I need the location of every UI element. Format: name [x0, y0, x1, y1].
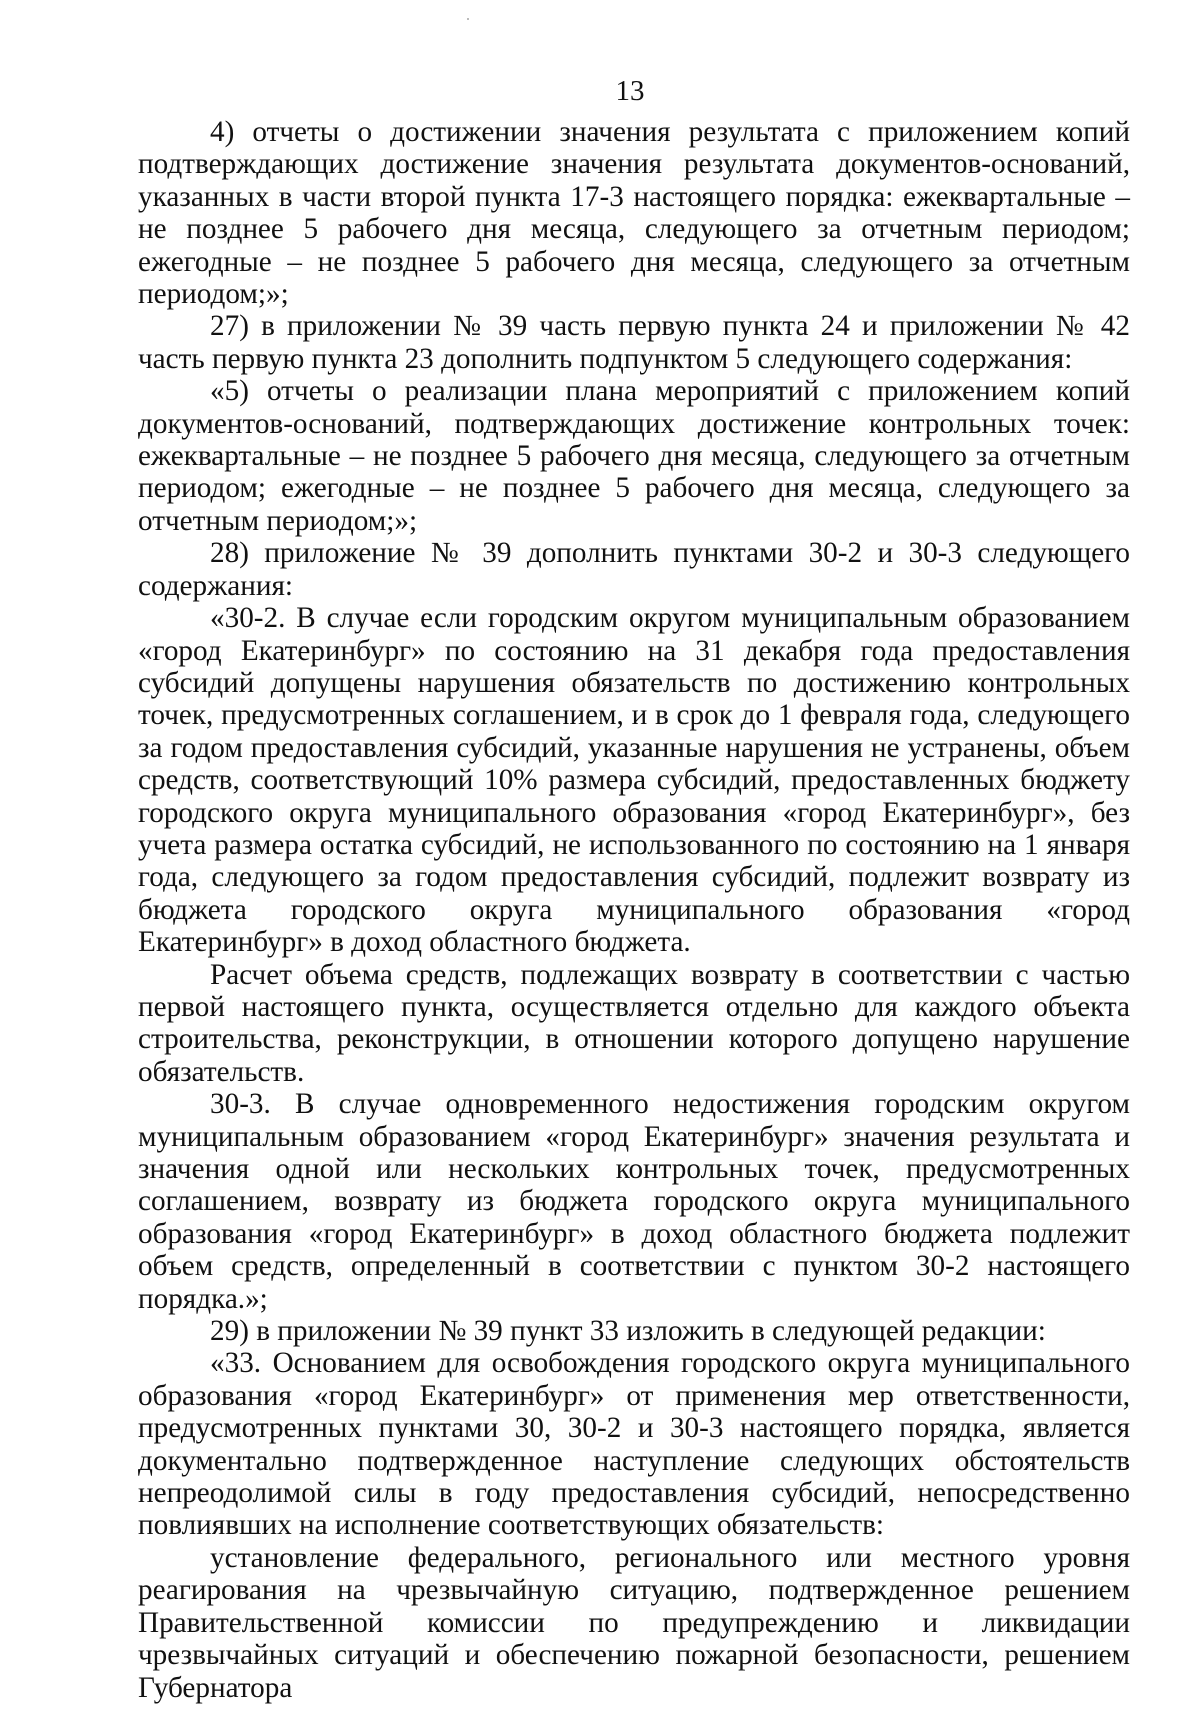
paragraph-item-28: 28) приложение № 39 дополнить пунктами 30-2 и 30-3 следующего содержания:	[138, 537, 1130, 602]
paragraph-clause-30-3: 30-3. В случае одновременного недостижения городским округом муниципальным образованием «город Екатеринбург» значения результата и значения одной или нескольких контрольных точек, предусмотренных соглашением, возврату из бюджета городского округа муниципального образования «город Екатеринбург» в доход областного бюджета подлежит объем средств, определенный в соответствии с пунктом 30-2 настоящего порядка.»;	[138, 1088, 1130, 1315]
paragraph-emergency-level: установление федерального, регионального или местного уровня реагирования на чрезвычайную ситуацию, подтвержденное решением Правительственной комиссии по предупреждению и ликвидации чрезвычайных ситуаций и обеспечению пожарной безопасности, решением Губернатора	[138, 1541, 1130, 1704]
paragraph-item-4-reports: 4) отчеты о достижении значения результата с приложением копий подтверждающих достижение значения результата документов-оснований, указанных в части второй пункта 17-3 настоящего порядка: ежеквартальные – не позднее 5 рабочего дня месяца, следующего за отчетным периодом; ежегодные – не позднее 5 рабочего дня месяца, следующего за отчетным периодом;»;	[138, 116, 1130, 311]
scan-artifact	[467, 18, 469, 20]
paragraph-subitem-5-reports: «5) отчеты о реализации плана мероприятий с приложением копий документов-оснований, подтверждающих достижение контрольных точек: ежеквартальные – не позднее 5 рабочего дня месяца, следующего за отчетным периодом; ежегодные – не позднее 5 рабочего дня месяца, следующего за отчетным периодом;»;	[138, 375, 1130, 537]
paragraph-clause-30-2: «30-2. В случае если городским округом муниципальным образованием «город Екатеринбург» по состоянию на 31 декабря года предоставления субсидий допущены нарушения обязательств по достижению контрольных точек, предусмотренных соглашением, и в срок до 1 февраля года, следующего за годом предоставления субсидий, указанные нарушения не устранены, объем средств, соответствующий 10% размера субсидий, предоставленных бюджету городского округа муниципального образования «город Екатеринбург», без учета размера остатка субсидий, не использованного по состоянию на 1 января года, следующего за годом предоставления субсидий, подлежит возврату из бюджета городского округа муниципального образования «город Екатеринбург» в доход областного бюджета.	[138, 602, 1130, 959]
paragraph-item-29: 29) в приложении № 39 пункт 33 изложить в следующей редакции:	[210, 1315, 1046, 1348]
page-number: 13	[615, 75, 645, 107]
paragraph-item-27: 27) в приложении № 39 часть первую пункта 24 и приложении № 42 часть первую пункта 23 дополнить подпунктом 5 следующего содержания:	[138, 310, 1130, 375]
paragraph-clause-33: «33. Основанием для освобождения городского округа муниципального образования «город Екатеринбург» от применения мер ответственности, предусмотренных пунктами 30, 30-2 и 30-3 настоящего порядка, является документально подтвержденное наступление следующих обстоятельств непреодолимой силы в году предоставления субсидий, непосредственно повлиявших на исполнение соответствующих обязательств:	[138, 1347, 1130, 1542]
document-body	[138, 116, 1130, 1704]
paragraph-clause-30-2-calculation: Расчет объема средств, подлежащих возврату в соответствии с частью первой настоящего пункта, осуществляется отдельно для каждого объекта строительства, реконструкции, в отношении которого допущено нарушение обязательств.	[138, 958, 1130, 1088]
